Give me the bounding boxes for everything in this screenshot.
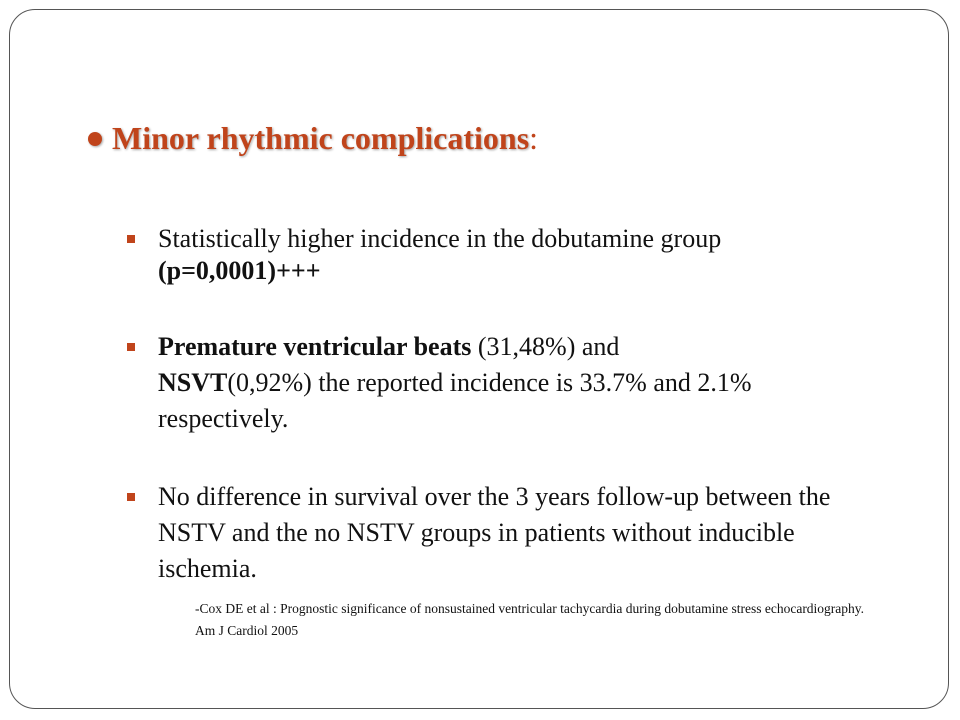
bullet-survival <box>127 479 867 587</box>
square-bullet-icon <box>127 493 135 501</box>
bullet-nsvt-rest: (0,92%) the reported incidence is 33.7% and 2.1% respectively. <box>158 368 752 433</box>
square-bullet-icon <box>127 235 135 243</box>
heading-colon: : <box>529 120 539 156</box>
bullet-pvb-value: (31,48%) and <box>471 332 620 361</box>
square-bullet-icon <box>127 343 135 351</box>
bullet-incidence-text <box>158 221 867 285</box>
bullet-survival-text: No difference in survival over the 3 years follow-up between the NSTV and the no NSTV groups in patients without inducible ischemia. <box>158 482 831 583</box>
heading-bullet-icon <box>88 132 102 146</box>
bullet-nsvt-term: NSVT <box>158 368 228 397</box>
bullet-pvb <box>127 329 867 437</box>
bullet-incidence-pvalue: (p=0,0001)+++ <box>158 256 321 285</box>
slide-heading <box>88 118 538 158</box>
bullet-incidence-line1: Statistically higher incidence in the dobutamine group <box>158 224 722 253</box>
bullet-incidence <box>127 221 867 285</box>
heading-title: Minor rhythmic complications <box>112 120 530 156</box>
reference-citation: -Cox DE et al : Prognostic significance of nonsustained ventricular tachycardia during dobutamine stress echocardiography. Am J Cardiol 2005 <box>195 601 865 638</box>
bullet-pvb-text <box>158 329 867 437</box>
bullet-pvb-term: Premature ventricular beats <box>158 332 472 361</box>
